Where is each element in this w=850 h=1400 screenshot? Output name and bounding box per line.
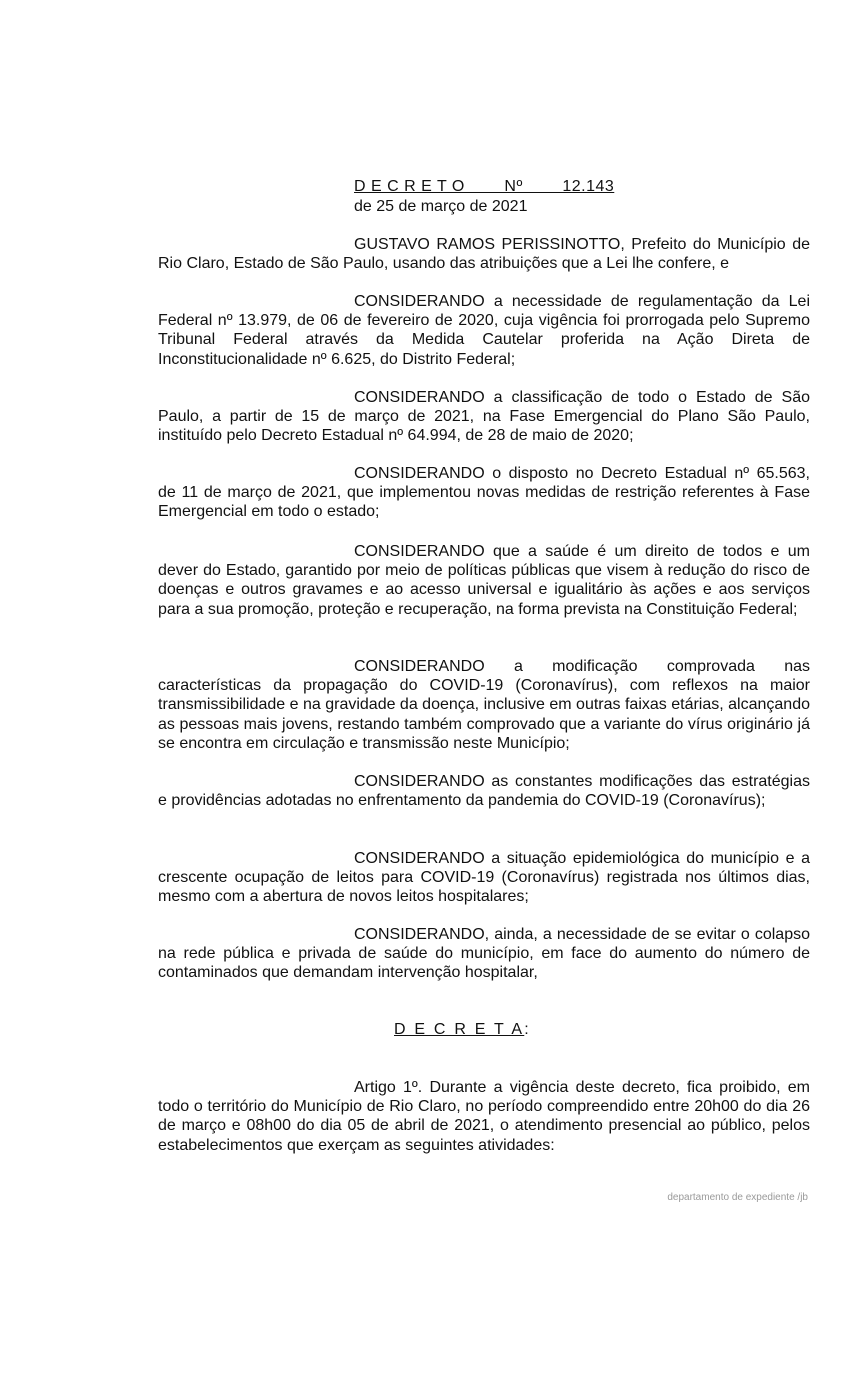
- considering-paragraph-1: CONSIDERANDO a necessidade de regulamentação da Lei Federal nº 13.979, de 06 de fevereiro de 2020, cuja vigência foi prorrogada pelo Supremo Tribunal Federal através da Medida Cautelar proferida na Ação Direta de Inconstitucionalidade nº 6.625, do Distrito Federal;: [158, 293, 810, 368]
- decree-date: de 25 de março de 2021: [354, 198, 528, 215]
- considering-paragraph-6: CONSIDERANDO as constantes modificações das estratégias e providências adotadas no enfrentamento da pandemia do COVID-19 (Coronavírus);: [158, 773, 810, 810]
- decreta-colon: :: [524, 1021, 531, 1038]
- decree-title: D E C R E T O Nº 12.143: [354, 178, 615, 195]
- considering-paragraph-3: CONSIDERANDO o disposto no Decreto Estadual nº 65.563, de 11 de março de 2021, que implementou novas medidas de restrição referentes à Fase Emergencial em todo o estado;: [158, 465, 810, 521]
- considering-paragraph-4: CONSIDERANDO que a saúde é um direito de todos e um dever do Estado, garantido por meio de políticas públicas que visem à redução do risco de doenças e outros gravames e ao acesso universal e igualitário às ações e aos serviços para a sua promoção, proteção e recuperação, na forma prevista na Constituição Federal;: [158, 543, 810, 618]
- decreta-heading: [394, 1020, 531, 1040]
- article-1-paragraph: Artigo 1º. Durante a vigência deste decreto, fica proibido, em todo o território do Município de Rio Claro, no período compreendido entre 20h00 do dia 26 de março e 08h00 do dia 05 de abril de 2021, o atendimento presencial ao público, pelos estabelecimentos que exerçam as seguintes atividades:: [158, 1079, 810, 1154]
- footer-note: departamento de expediente /jb: [667, 1192, 808, 1203]
- considering-paragraph-8: CONSIDERANDO, ainda, a necessidade de se evitar o colapso na rede pública e privada de saúde do município, em face do aumento do número de contaminados que demandam intervenção hospitalar,: [158, 926, 810, 982]
- considering-paragraph-7: CONSIDERANDO a situação epidemiológica do município e a crescente ocupação de leitos para COVID-19 (Coronavírus) registrada nos últimos dias, mesmo com a abertura de novos leitos hospitalares;: [158, 850, 810, 906]
- considering-paragraph-2: CONSIDERANDO a classificação de todo o Estado de São Paulo, a partir de 15 de março de 2021, na Fase Emergencial do Plano São Paulo, instituído pelo Decreto Estadual nº 64.994, de 28 de maio de 2020;: [158, 389, 810, 445]
- decreta-word: D E C R E T A: [394, 1021, 525, 1038]
- considering-paragraph-5: CONSIDERANDO a modificação comprovada nas características da propagação do COVID-19 (Coronavírus), com reflexos na maior transmissibilidade e na gravidade da doença, inclusive em outras faixas etárias, alcançando as pessoas mais jovens, restando também comprovado que a variante do vírus originário já se encontra em circulação e transmissão neste Município;: [158, 658, 810, 752]
- preamble-paragraph: GUSTAVO RAMOS PERISSINOTTO, Prefeito do Município de Rio Claro, Estado de São Paulo, usando das atribuições que a Lei lhe confere, e: [158, 236, 810, 273]
